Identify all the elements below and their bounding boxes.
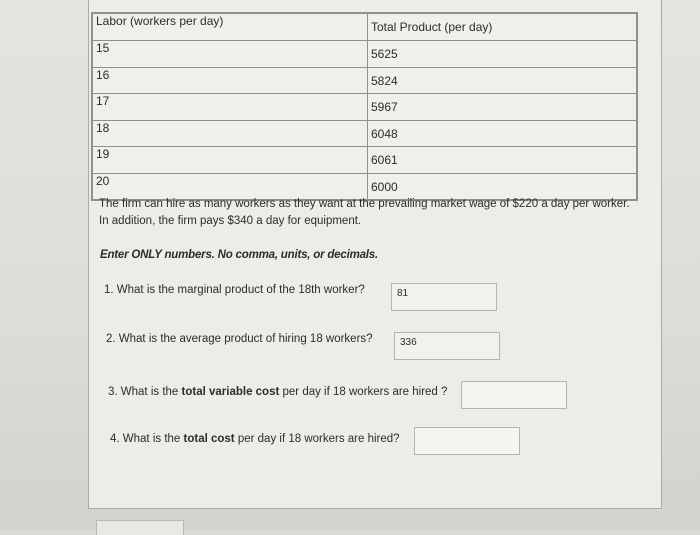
labor-cell: 15 xyxy=(93,41,368,68)
question-4-post: per day if 18 workers are hired? xyxy=(234,433,400,445)
question-4-pre: 4. What is the xyxy=(110,433,184,445)
intro-paragraph: The firm can hire as many workers as they want at the prevailing market wage of $220 a day per worker. In addition, the firm pays $340 a day for equipment. xyxy=(99,198,630,227)
instruction-text: Enter ONLY numbers. No comma, units, or decimals. xyxy=(100,249,378,261)
total-product-cell: 6000 xyxy=(368,173,637,200)
labor-cell: 16 xyxy=(93,67,368,94)
question-3-text xyxy=(108,386,447,398)
labor-product-table xyxy=(92,13,637,200)
bottom-button-edge[interactable] xyxy=(96,520,184,535)
total-product-cell: 5625 xyxy=(368,41,637,68)
question-1-text: 1. What is the marginal product of the 18th worker? xyxy=(104,284,365,296)
question-4-text xyxy=(110,433,400,445)
labor-cell: 19 xyxy=(93,147,368,174)
question-3-bold: total variable cost xyxy=(181,386,280,398)
table-row xyxy=(93,147,637,174)
question-2-answer-field[interactable]: 336 xyxy=(394,332,500,360)
question-4-answer-field[interactable] xyxy=(414,427,520,455)
labor-cell: 20 xyxy=(93,173,368,200)
table-header-row xyxy=(93,14,637,41)
labor-table xyxy=(91,12,638,201)
question-3-pre: 3. What is the xyxy=(108,386,182,398)
table-row xyxy=(93,120,637,147)
table-row xyxy=(93,94,637,121)
question-1-answer-field[interactable]: 81 xyxy=(391,283,497,311)
question-2-text: 2. What is the average product of hiring 18 workers? xyxy=(106,333,373,345)
labor-cell: 17 xyxy=(93,94,368,121)
header-total-product: Total Product (per day) xyxy=(368,14,637,41)
total-product-cell: 5967 xyxy=(368,94,637,121)
question-4-bold: total cost xyxy=(183,433,235,445)
labor-cell: 18 xyxy=(93,120,368,147)
question-3-post: per day if 18 workers are hired ? xyxy=(279,386,448,398)
header-labor: Labor (workers per day) xyxy=(93,14,368,41)
total-product-cell: 5824 xyxy=(368,67,637,94)
question-3-answer-field[interactable] xyxy=(461,381,567,409)
total-product-cell: 6061 xyxy=(368,147,637,174)
total-product-cell: 6048 xyxy=(368,120,637,147)
table-row xyxy=(93,67,637,94)
table-row xyxy=(93,41,637,68)
